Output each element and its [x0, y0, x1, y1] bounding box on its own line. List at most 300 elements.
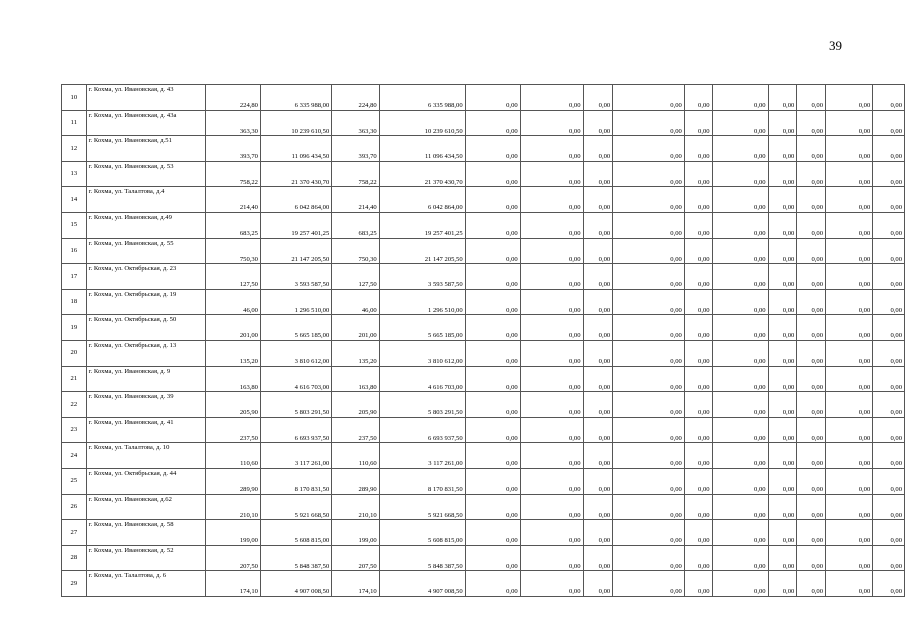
value-cell: 0,00 [520, 136, 583, 162]
table-row [62, 85, 905, 111]
value-cell: 0,00 [826, 494, 873, 520]
value-cell: 5 608 815,00 [379, 520, 465, 546]
value-cell: 6 693 937,50 [260, 417, 331, 443]
address-cell: г. Кохма, ул. Октябрьская, д. 44 [86, 468, 205, 494]
value-cell: 0,00 [684, 85, 712, 111]
value-cell: 0,00 [826, 161, 873, 187]
value-cell: 683,25 [205, 212, 260, 238]
value-cell: 11 096 434,50 [379, 136, 465, 162]
value-cell: 0,00 [873, 238, 905, 264]
value-cell: 0,00 [684, 520, 712, 546]
address-cell: г. Кохма, ул. Ивановская, д. 55 [86, 238, 205, 264]
table-row [62, 187, 905, 213]
value-cell: 201,00 [332, 315, 379, 341]
value-cell: 0,00 [465, 571, 520, 597]
value-cell: 0,00 [873, 161, 905, 187]
value-cell: 0,00 [768, 136, 797, 162]
value-cell: 0,00 [797, 110, 826, 136]
table-row [62, 366, 905, 392]
value-cell: 0,00 [613, 392, 685, 418]
row-number: 20 [62, 340, 87, 366]
value-cell: 5 608 815,00 [260, 520, 331, 546]
value-cell: 0,00 [873, 340, 905, 366]
address-cell: г. Кохма, ул. Октябрьская, д. 19 [86, 289, 205, 315]
value-cell: 0,00 [613, 212, 685, 238]
value-cell: 0,00 [826, 545, 873, 571]
value-cell: 0,00 [613, 366, 685, 392]
value-cell: 0,00 [520, 520, 583, 546]
value-cell: 0,00 [465, 212, 520, 238]
value-cell: 0,00 [465, 417, 520, 443]
value-cell: 0,00 [613, 443, 685, 469]
value-cell: 0,00 [465, 392, 520, 418]
value-cell: 207,50 [332, 545, 379, 571]
value-cell: 0,00 [873, 136, 905, 162]
value-cell: 0,00 [712, 238, 768, 264]
value-cell: 363,30 [332, 110, 379, 136]
value-cell: 0,00 [873, 264, 905, 290]
value-cell: 0,00 [684, 494, 712, 520]
value-cell: 0,00 [712, 85, 768, 111]
value-cell: 0,00 [873, 212, 905, 238]
value-cell: 6 042 864,00 [260, 187, 331, 213]
value-cell: 0,00 [613, 545, 685, 571]
value-cell: 0,00 [520, 443, 583, 469]
value-cell: 0,00 [465, 238, 520, 264]
value-cell: 0,00 [712, 289, 768, 315]
value-cell: 0,00 [797, 545, 826, 571]
row-number: 13 [62, 161, 87, 187]
value-cell: 0,00 [583, 443, 613, 469]
value-cell: 0,00 [712, 187, 768, 213]
value-cell: 0,00 [613, 110, 685, 136]
address-cell: г. Кохма, ул. Октябрьская, д. 13 [86, 340, 205, 366]
value-cell: 0,00 [613, 289, 685, 315]
value-cell: 3 810 612,00 [260, 340, 331, 366]
value-cell: 0,00 [520, 392, 583, 418]
value-cell: 135,20 [205, 340, 260, 366]
row-number: 14 [62, 187, 87, 213]
value-cell: 0,00 [797, 366, 826, 392]
table-row [62, 161, 905, 187]
address-cell: г. Кохма, ул. Ивановская, д. 52 [86, 545, 205, 571]
value-cell: 3 810 612,00 [379, 340, 465, 366]
value-cell: 0,00 [768, 468, 797, 494]
row-number: 25 [62, 468, 87, 494]
value-cell: 0,00 [613, 136, 685, 162]
value-cell: 0,00 [768, 494, 797, 520]
value-cell: 0,00 [712, 366, 768, 392]
value-cell: 0,00 [520, 238, 583, 264]
value-cell: 0,00 [826, 110, 873, 136]
address-cell: г. Кохма, ул. Ивановская, д. 9 [86, 366, 205, 392]
row-number: 12 [62, 136, 87, 162]
value-cell: 0,00 [465, 110, 520, 136]
row-number: 27 [62, 520, 87, 546]
value-cell: 0,00 [826, 571, 873, 597]
value-cell: 0,00 [826, 264, 873, 290]
value-cell: 0,00 [465, 366, 520, 392]
value-cell: 21 147 205,50 [260, 238, 331, 264]
row-number: 28 [62, 545, 87, 571]
value-cell: 0,00 [873, 289, 905, 315]
value-cell: 224,80 [205, 85, 260, 111]
value-cell: 0,00 [520, 468, 583, 494]
value-cell: 0,00 [520, 315, 583, 341]
value-cell: 750,30 [205, 238, 260, 264]
value-cell: 0,00 [520, 494, 583, 520]
value-cell: 210,10 [205, 494, 260, 520]
value-cell: 0,00 [613, 264, 685, 290]
value-cell: 0,00 [826, 85, 873, 111]
value-cell: 127,50 [205, 264, 260, 290]
value-cell: 0,00 [873, 468, 905, 494]
table-row [62, 212, 905, 238]
value-cell: 0,00 [465, 315, 520, 341]
value-cell: 0,00 [873, 443, 905, 469]
table-row [62, 238, 905, 264]
value-cell: 5 921 668,50 [379, 494, 465, 520]
value-cell: 0,00 [873, 392, 905, 418]
value-cell: 0,00 [613, 571, 685, 597]
value-cell: 46,00 [332, 289, 379, 315]
value-cell: 8 170 831,50 [260, 468, 331, 494]
value-cell: 758,22 [205, 161, 260, 187]
value-cell: 4 907 008,50 [379, 571, 465, 597]
value-cell: 0,00 [797, 468, 826, 494]
address-cell: г. Кохма, ул. Ивановская, д. 43а [86, 110, 205, 136]
value-cell: 0,00 [613, 520, 685, 546]
value-cell: 0,00 [826, 468, 873, 494]
value-cell: 10 239 610,50 [379, 110, 465, 136]
value-cell: 0,00 [684, 212, 712, 238]
value-cell: 21 370 430,70 [260, 161, 331, 187]
value-cell: 0,00 [613, 417, 685, 443]
value-cell: 0,00 [613, 85, 685, 111]
value-cell: 0,00 [873, 85, 905, 111]
value-cell: 393,70 [205, 136, 260, 162]
value-cell: 0,00 [520, 85, 583, 111]
value-cell: 0,00 [583, 571, 613, 597]
value-cell: 19 257 401,25 [379, 212, 465, 238]
row-number: 26 [62, 494, 87, 520]
table-row [62, 468, 905, 494]
value-cell: 0,00 [684, 417, 712, 443]
table-row [62, 136, 905, 162]
value-cell: 0,00 [583, 264, 613, 290]
value-cell: 0,00 [465, 161, 520, 187]
table-row [62, 545, 905, 571]
value-cell: 0,00 [826, 417, 873, 443]
value-cell: 0,00 [465, 264, 520, 290]
value-cell: 3 593 587,50 [260, 264, 331, 290]
value-cell: 0,00 [684, 238, 712, 264]
value-cell: 21 370 430,70 [379, 161, 465, 187]
value-cell: 0,00 [520, 545, 583, 571]
table-row [62, 340, 905, 366]
value-cell: 5 803 291,50 [260, 392, 331, 418]
value-cell: 0,00 [768, 264, 797, 290]
value-cell: 289,90 [205, 468, 260, 494]
value-cell: 0,00 [768, 212, 797, 238]
row-number: 21 [62, 366, 87, 392]
value-cell: 0,00 [684, 289, 712, 315]
value-cell: 4 907 008,50 [260, 571, 331, 597]
value-cell: 363,30 [205, 110, 260, 136]
value-cell: 0,00 [465, 520, 520, 546]
value-cell: 0,00 [684, 136, 712, 162]
value-cell: 0,00 [613, 187, 685, 213]
value-cell: 0,00 [613, 468, 685, 494]
address-cell: г. Кохма, ул. Талалтова, д.4 [86, 187, 205, 213]
row-number: 19 [62, 315, 87, 341]
value-cell: 0,00 [768, 443, 797, 469]
value-cell: 758,22 [332, 161, 379, 187]
value-cell: 0,00 [712, 315, 768, 341]
value-cell: 0,00 [465, 443, 520, 469]
value-cell: 0,00 [797, 187, 826, 213]
table-row [62, 417, 905, 443]
value-cell: 0,00 [684, 340, 712, 366]
value-cell: 0,00 [613, 161, 685, 187]
value-cell: 5 921 668,50 [260, 494, 331, 520]
value-cell: 0,00 [520, 264, 583, 290]
table-row [62, 392, 905, 418]
table-row [62, 110, 905, 136]
value-cell: 0,00 [826, 443, 873, 469]
value-cell: 0,00 [826, 289, 873, 315]
address-cell: г. Кохма, ул. Ивановская, д. 41 [86, 417, 205, 443]
value-cell: 0,00 [583, 468, 613, 494]
value-cell: 10 239 610,50 [260, 110, 331, 136]
value-cell: 0,00 [826, 238, 873, 264]
value-cell: 174,10 [332, 571, 379, 597]
value-cell: 0,00 [826, 520, 873, 546]
value-cell: 0,00 [684, 264, 712, 290]
table-row [62, 315, 905, 341]
value-cell: 0,00 [797, 443, 826, 469]
value-cell: 0,00 [873, 417, 905, 443]
value-cell: 0,00 [712, 468, 768, 494]
value-cell: 0,00 [826, 187, 873, 213]
value-cell: 0,00 [520, 212, 583, 238]
value-cell: 4 616 703,00 [379, 366, 465, 392]
value-cell: 5 665 185,00 [379, 315, 465, 341]
value-cell: 0,00 [768, 340, 797, 366]
value-cell: 0,00 [465, 545, 520, 571]
value-cell: 0,00 [520, 110, 583, 136]
value-cell: 0,00 [520, 187, 583, 213]
row-number: 29 [62, 571, 87, 597]
value-cell: 214,40 [332, 187, 379, 213]
value-cell: 6 042 864,00 [379, 187, 465, 213]
value-cell: 0,00 [768, 545, 797, 571]
table-row [62, 494, 905, 520]
value-cell: 0,00 [520, 366, 583, 392]
table-row [62, 264, 905, 290]
value-cell: 5 665 185,00 [260, 315, 331, 341]
value-cell: 0,00 [712, 161, 768, 187]
value-cell: 214,40 [205, 187, 260, 213]
value-cell: 0,00 [613, 494, 685, 520]
address-cell: г. Кохма, ул. Ивановская, д.51 [86, 136, 205, 162]
value-cell: 0,00 [768, 289, 797, 315]
value-cell: 6 693 937,50 [379, 417, 465, 443]
row-number: 18 [62, 289, 87, 315]
value-cell: 0,00 [583, 366, 613, 392]
value-cell: 237,50 [205, 417, 260, 443]
value-cell: 0,00 [684, 545, 712, 571]
value-cell: 0,00 [583, 136, 613, 162]
value-cell: 0,00 [873, 571, 905, 597]
address-cell: г. Кохма, ул. Октябрьская, д. 23 [86, 264, 205, 290]
value-cell: 205,90 [205, 392, 260, 418]
value-cell: 393,70 [332, 136, 379, 162]
value-cell: 0,00 [520, 417, 583, 443]
value-cell: 0,00 [797, 212, 826, 238]
value-cell: 1 296 510,00 [379, 289, 465, 315]
value-cell: 199,00 [332, 520, 379, 546]
value-cell: 163,80 [332, 366, 379, 392]
value-cell: 0,00 [712, 392, 768, 418]
value-cell: 0,00 [768, 238, 797, 264]
value-cell: 0,00 [684, 392, 712, 418]
value-cell: 0,00 [768, 187, 797, 213]
value-cell: 0,00 [465, 85, 520, 111]
value-cell: 0,00 [465, 468, 520, 494]
value-cell: 0,00 [684, 187, 712, 213]
address-cell: г. Кохма, ул. Талалтова, д. 6 [86, 571, 205, 597]
value-cell: 11 096 434,50 [260, 136, 331, 162]
value-cell: 3 117 261,00 [260, 443, 331, 469]
value-cell: 0,00 [768, 110, 797, 136]
value-cell: 174,10 [205, 571, 260, 597]
value-cell: 0,00 [826, 366, 873, 392]
value-cell: 0,00 [797, 315, 826, 341]
value-cell: 0,00 [583, 494, 613, 520]
table-row [62, 443, 905, 469]
value-cell: 0,00 [583, 392, 613, 418]
value-cell: 0,00 [712, 545, 768, 571]
value-cell: 0,00 [583, 212, 613, 238]
value-cell: 0,00 [583, 85, 613, 111]
value-cell: 163,80 [205, 366, 260, 392]
value-cell: 0,00 [583, 315, 613, 341]
value-cell: 0,00 [712, 443, 768, 469]
value-cell: 0,00 [712, 264, 768, 290]
value-cell: 205,90 [332, 392, 379, 418]
value-cell: 0,00 [520, 571, 583, 597]
value-cell: 5 803 291,50 [379, 392, 465, 418]
value-cell: 3 593 587,50 [379, 264, 465, 290]
value-cell: 0,00 [873, 315, 905, 341]
value-cell: 0,00 [613, 315, 685, 341]
value-cell: 0,00 [768, 417, 797, 443]
value-cell: 6 335 988,00 [379, 85, 465, 111]
value-cell: 0,00 [826, 136, 873, 162]
address-cell: г. Кохма, ул. Ивановская, д.62 [86, 494, 205, 520]
value-cell: 0,00 [583, 110, 613, 136]
value-cell: 199,00 [205, 520, 260, 546]
value-cell: 0,00 [613, 238, 685, 264]
value-cell: 0,00 [873, 110, 905, 136]
value-cell: 0,00 [797, 85, 826, 111]
value-cell: 0,00 [768, 571, 797, 597]
value-cell: 0,00 [583, 340, 613, 366]
value-cell: 8 170 831,50 [379, 468, 465, 494]
row-number: 15 [62, 212, 87, 238]
value-cell: 0,00 [520, 340, 583, 366]
value-cell: 750,30 [332, 238, 379, 264]
value-cell: 0,00 [583, 289, 613, 315]
value-cell: 3 117 261,00 [379, 443, 465, 469]
value-cell: 46,00 [205, 289, 260, 315]
page-number: 39 [829, 38, 842, 53]
value-cell: 0,00 [826, 392, 873, 418]
value-cell: 0,00 [583, 520, 613, 546]
value-cell: 0,00 [712, 212, 768, 238]
value-cell: 0,00 [520, 161, 583, 187]
value-cell: 0,00 [826, 340, 873, 366]
row-number: 23 [62, 417, 87, 443]
row-number: 11 [62, 110, 87, 136]
value-cell: 0,00 [873, 187, 905, 213]
row-number: 17 [62, 264, 87, 290]
value-cell: 0,00 [684, 468, 712, 494]
value-cell: 207,50 [205, 545, 260, 571]
value-cell: 0,00 [465, 289, 520, 315]
value-cell: 0,00 [797, 289, 826, 315]
value-cell: 224,80 [332, 85, 379, 111]
value-cell: 0,00 [797, 571, 826, 597]
value-cell: 0,00 [797, 161, 826, 187]
table-row [62, 520, 905, 546]
value-cell: 0,00 [797, 494, 826, 520]
address-cell: г. Кохма, ул. Октябрьская, д. 50 [86, 315, 205, 341]
value-cell: 0,00 [684, 110, 712, 136]
value-cell: 0,00 [768, 161, 797, 187]
address-cell: г. Кохма, ул. Ивановская, д. 53 [86, 161, 205, 187]
value-cell: 110,60 [205, 443, 260, 469]
value-cell: 0,00 [613, 340, 685, 366]
address-cell: г. Кохма, ул. Талалтова, д. 10 [86, 443, 205, 469]
address-cell: г. Кохма, ул. Ивановская, д.49 [86, 212, 205, 238]
table-row [62, 571, 905, 597]
value-cell: 0,00 [797, 392, 826, 418]
value-cell: 127,50 [332, 264, 379, 290]
value-cell: 0,00 [684, 443, 712, 469]
value-cell: 0,00 [712, 571, 768, 597]
value-cell: 0,00 [583, 187, 613, 213]
address-cell: г. Кохма, ул. Ивановская, д. 43 [86, 85, 205, 111]
row-number: 22 [62, 392, 87, 418]
row-number: 24 [62, 443, 87, 469]
value-cell: 0,00 [768, 520, 797, 546]
value-cell: 21 147 205,50 [379, 238, 465, 264]
value-cell: 0,00 [712, 136, 768, 162]
value-cell: 0,00 [583, 417, 613, 443]
value-cell: 135,20 [332, 340, 379, 366]
value-cell: 0,00 [712, 340, 768, 366]
value-cell: 0,00 [712, 110, 768, 136]
value-cell: 0,00 [797, 264, 826, 290]
row-number: 10 [62, 85, 87, 111]
value-cell: 0,00 [873, 366, 905, 392]
value-cell: 0,00 [712, 494, 768, 520]
value-cell: 0,00 [684, 315, 712, 341]
value-cell: 683,25 [332, 212, 379, 238]
value-cell: 0,00 [684, 571, 712, 597]
